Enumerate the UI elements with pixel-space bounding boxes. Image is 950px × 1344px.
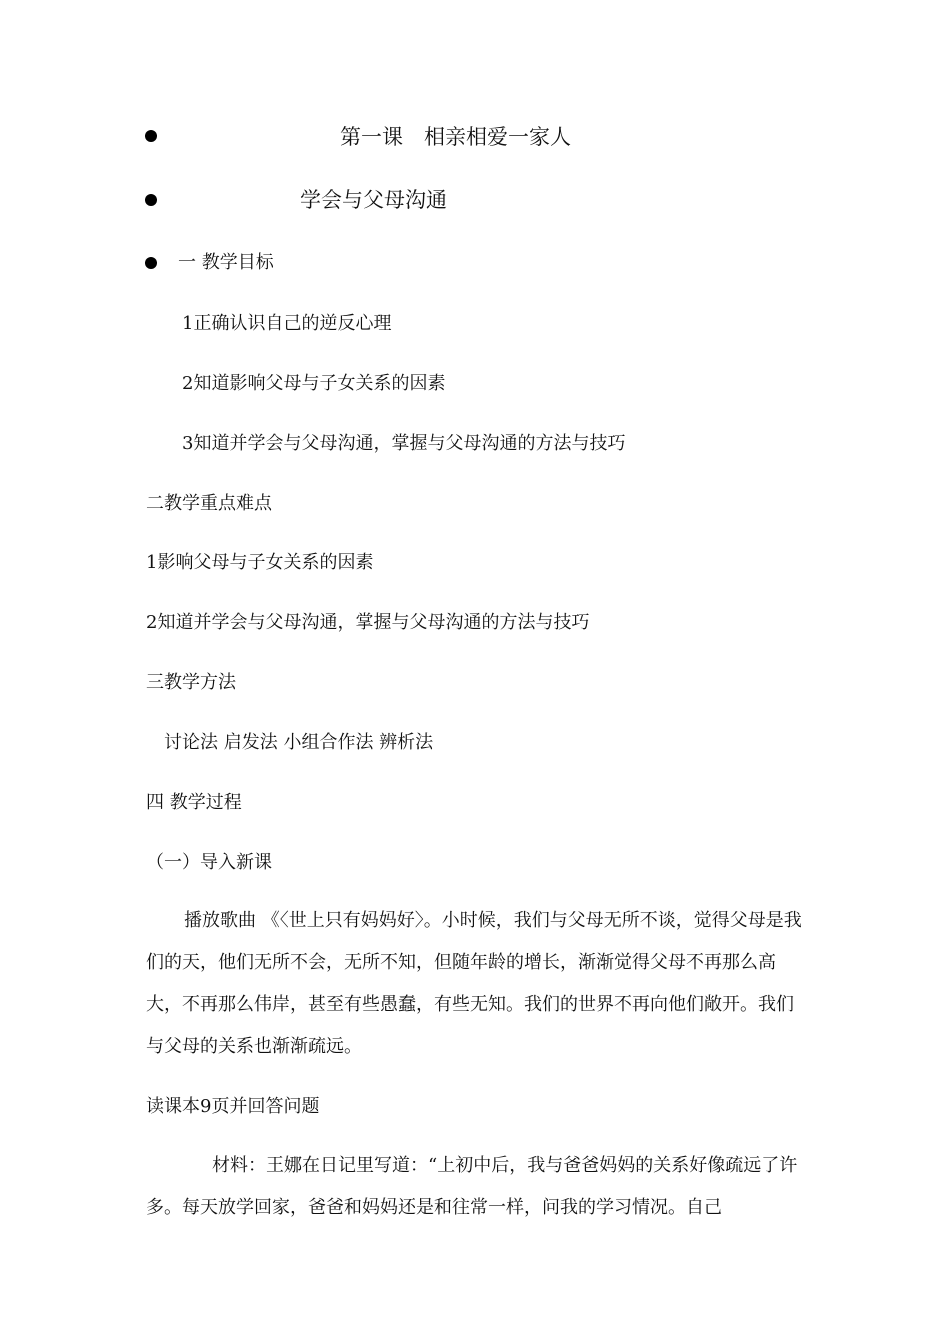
key-point-item: 1影响父母与子女关系的因素: [146, 552, 374, 573]
material-paragraph: 材料：王娜在日记里写道：“上初中后，我与爸爸妈妈的关系好像疏远了许多。每天放学回家，爸爸和妈妈还是和往常一样，问我的学习情况。自己: [146, 1155, 798, 1218]
section-heading-process: 四 教学过程: [146, 792, 242, 813]
goal-item: 1正确认识自己的逆反心理: [182, 313, 392, 334]
document-title: 第一课 相亲相爱一家人: [340, 125, 571, 149]
goal-item: 2知道影响父母与子女关系的因素: [182, 373, 446, 394]
goal-item: 3知道并学会与父母沟通，掌握与父母沟通的方法与技巧: [182, 433, 626, 454]
read-task: 读课本9页并回答问题: [146, 1096, 320, 1117]
section-heading-key-points: 二教学重点难点: [146, 493, 272, 514]
intro-paragraph: 播放歌曲 《〈世上只有妈妈好〉。小时候，我们与父母无所不谈，觉得父母是我们的天，他们无所不会，无所不知，但随年龄的增长，渐渐觉得父母不再那么高大，不再那么伟岸，甚至有些愚蠢，有些无知。我们的世界不再向他们敞开。我们与父母的关系也渐渐疏远。: [146, 910, 802, 1057]
subsection-heading-intro: （一）导入新课: [146, 852, 272, 873]
document-subtitle: 学会与父母沟通: [300, 188, 447, 212]
bullet-icon: [145, 130, 157, 142]
bullet-icon: [145, 257, 157, 269]
methods-list: 讨论法 启发法 小组合作法 辨析法: [164, 732, 434, 753]
section-heading-goals: 一 教学目标: [178, 252, 274, 273]
bullet-icon: [145, 194, 157, 206]
section-heading-methods: 三教学方法: [146, 672, 236, 693]
key-point-item: 2知道并学会与父母沟通，掌握与父母沟通的方法与技巧: [146, 612, 590, 633]
